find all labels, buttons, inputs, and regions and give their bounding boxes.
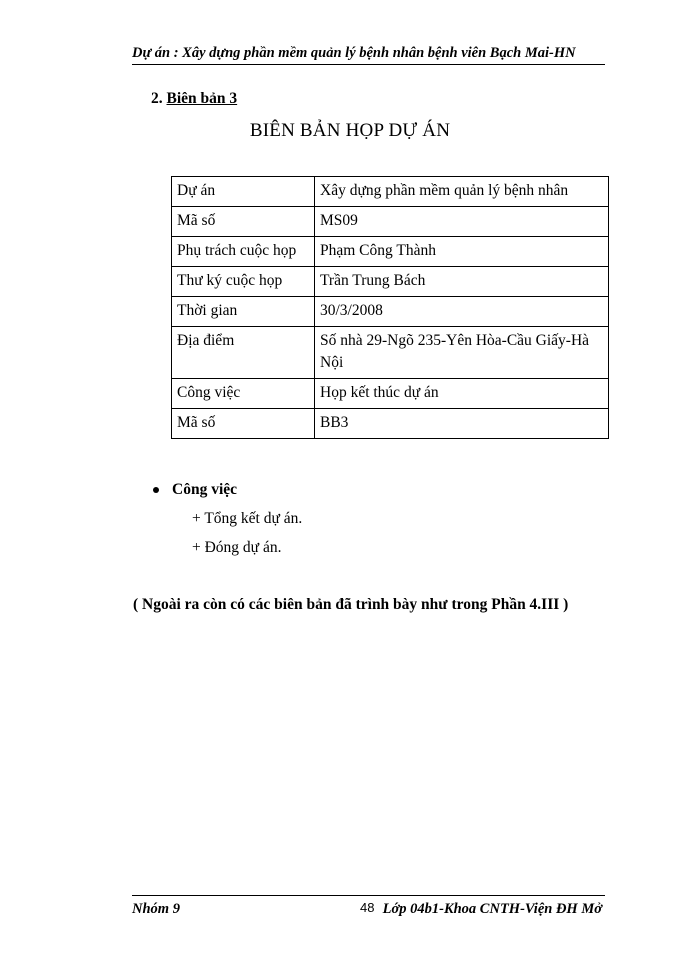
section-heading	[151, 90, 237, 108]
footer-group: Nhóm 9	[132, 901, 180, 917]
row-value: Phạm Công Thành	[315, 237, 609, 267]
row-value: BB3	[315, 409, 609, 439]
row-label: Phụ trách cuộc họp	[172, 237, 315, 267]
page-number: 48	[360, 900, 375, 915]
table-row	[172, 267, 609, 297]
row-value: Số nhà 29-Ngõ 235-Yên Hòa-Cầu Giấy-Hà Nội	[315, 327, 609, 379]
row-label: Dự án	[172, 177, 315, 207]
tasks-heading: Công việc	[172, 481, 238, 498]
row-label: Thời gian	[172, 297, 315, 327]
footer-class-info: Lớp 04b1-Khoa CNTH-Viện ĐH Mở	[382, 901, 602, 917]
document-title: BIÊN BẢN HỌP DỰ ÁN	[249, 120, 451, 141]
table-row	[172, 379, 609, 409]
row-label: Mã số	[172, 409, 315, 439]
row-value: 30/3/2008	[315, 297, 609, 327]
page-header	[132, 44, 605, 65]
table-row	[172, 297, 609, 327]
section-number: 2.	[151, 90, 163, 107]
task-item: + Tổng kết dự án.	[192, 510, 303, 527]
table-row	[172, 207, 609, 237]
tasks-bullet	[151, 479, 237, 503]
page-footer	[132, 895, 605, 918]
row-value: Xây dựng phần mềm quản lý bệnh nhân	[315, 177, 609, 207]
table-row	[172, 177, 609, 207]
row-label: Mã số	[172, 207, 315, 237]
row-value: MS09	[315, 207, 609, 237]
row-label: Thư ký cuộc họp	[172, 267, 315, 297]
row-value: Họp kết thúc dự án	[315, 379, 609, 409]
section-title: Biên bản 3	[166, 90, 238, 107]
table-row	[172, 237, 609, 267]
row-label: Địa điểm	[172, 327, 315, 379]
task-item: + Đóng dự án.	[192, 539, 282, 556]
list-item	[151, 479, 237, 503]
closing-note: ( Ngoài ra còn có các biên bản đã trình bày như trong Phần 4.III )	[133, 596, 569, 613]
table-row	[172, 327, 609, 379]
row-label: Công việc	[172, 379, 315, 409]
table-row	[172, 409, 609, 439]
meeting-info-table	[171, 176, 609, 439]
row-value: Trần Trung Bách	[315, 267, 609, 297]
header-project-title: Dự án : Xây dựng phần mềm quản lý bệnh nhân bệnh viên Bạch Mai-HN	[132, 45, 576, 61]
bullet-icon	[153, 487, 159, 493]
